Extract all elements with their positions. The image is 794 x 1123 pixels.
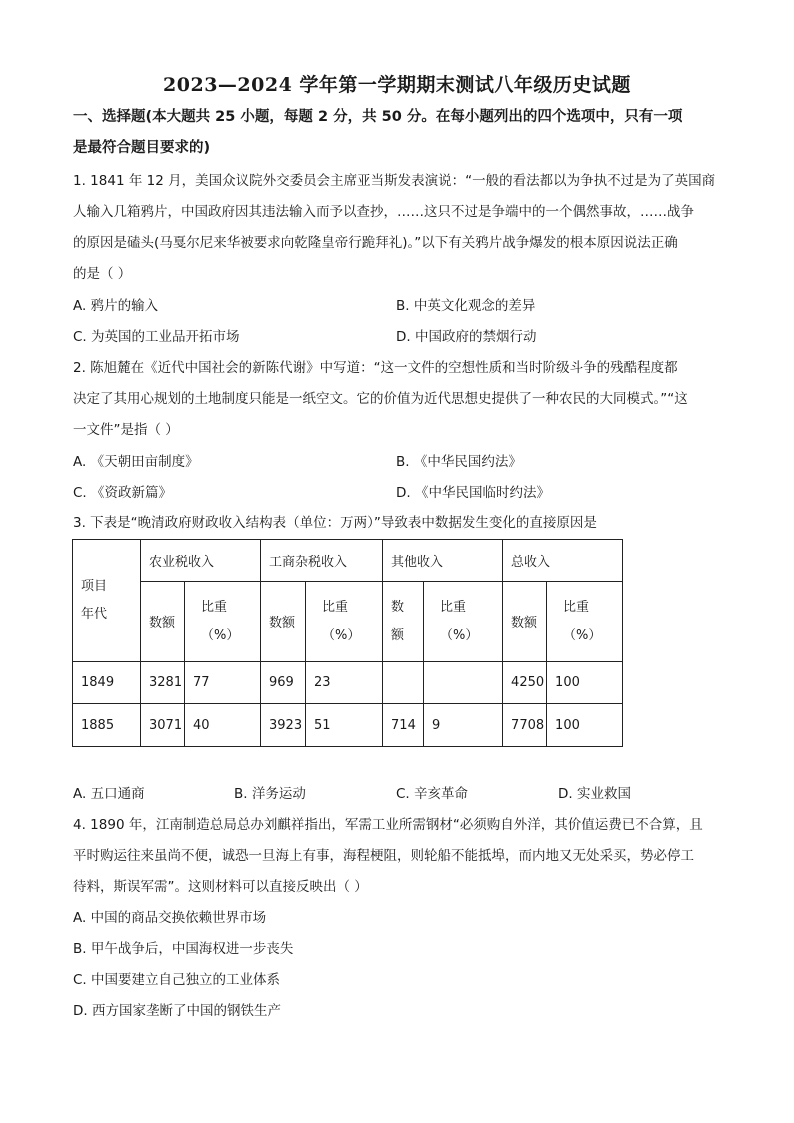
ratio-header — [547, 582, 623, 662]
question-3-option-d: D. 实业救国 — [558, 786, 631, 802]
question-4-option-d: D. 西方国家垄断了中国的钢铁生产 — [73, 1003, 281, 1019]
table-cell: 51 — [306, 704, 383, 747]
ratio-label: 比重 — [201, 599, 228, 615]
question-4-option-a: A. 中国的商品交换依赖世界市场 — [73, 910, 267, 926]
table-cell: 40 — [185, 704, 261, 747]
row-header-bottom: 年代 — [81, 606, 108, 622]
ratio-label: 比重 — [322, 599, 349, 615]
table-row — [73, 704, 623, 747]
table-cell: 77 — [185, 662, 261, 704]
question-2-option-d: D. 《中华民国临时约法》 — [396, 485, 550, 501]
section-heading-line2: 是最符合题目要求的) — [73, 140, 211, 156]
question-1-line: 1. 1841 年 12 月，美国众议院外交委员会主席亚当斯发表演说：“一般的看法都以为争执不过是为了英国商 — [73, 173, 716, 189]
question-1-line: 的是（ ） — [73, 266, 132, 282]
question-2-line: 一文件”是指（ ） — [73, 422, 179, 438]
group-header: 农业税收入 — [141, 540, 261, 582]
question-2-option-a: A. 《天朝田亩制度》 — [73, 454, 199, 470]
finance-table — [72, 539, 623, 747]
table-cell: 100 — [547, 704, 623, 747]
table-cell: 969 — [261, 662, 306, 704]
question-2-line: 决定了其用心规划的土地制度只能是一纸空文。它的价值为近代思想史提供了一种农民的大同模式。”“这 — [73, 391, 688, 407]
ratio-header — [424, 582, 503, 662]
table-cell: 3923 — [261, 704, 306, 747]
group-header: 总收入 — [503, 540, 623, 582]
page-title: 2023—2024 学年第一学期期末测试八年级历史试题 — [163, 74, 631, 96]
question-3-option-a: A. 五口通商 — [73, 786, 145, 802]
question-1-line: 人输入几箱鸦片，中国政府因其违法输入而予以查抄，……这只不过是争端中的一个偶然事故，……战争 — [73, 204, 694, 220]
ratio-unit: （%） — [440, 627, 479, 643]
group-header: 工商杂税收入 — [261, 540, 383, 582]
table-header-row — [73, 540, 623, 582]
group-header: 其他收入 — [383, 540, 503, 582]
question-4-line: 平时购运往来虽尚不便，诚恐一旦海上有事，海程梗阻，则轮船不能抵埠，而内地又无处采买，势必停工 — [73, 848, 694, 864]
amount-header-char: 数 — [391, 599, 405, 615]
question-4-line: 待料，斯误军需”。这则材料可以直接反映出（ ） — [73, 879, 368, 895]
table-cell: 714 — [383, 704, 424, 747]
question-3-line: 3. 下表是“晚清政府财政收入结构表（单位：万两）”导致表中数据发生变化的直接原因是 — [73, 515, 597, 531]
question-4-line: 4. 1890 年，江南制造总局总办刘麒祥指出，军需工业所需钢材“必须购自外洋，其价值运费已不合算，且 — [73, 817, 703, 833]
ratio-label: 比重 — [440, 599, 467, 615]
table-cell — [424, 662, 503, 704]
question-1-option-a: A. 鸦片的输入 — [73, 298, 159, 314]
table-cell: 3071 — [141, 704, 185, 747]
amount-header: 数额 — [141, 582, 185, 662]
amount-header: 数额 — [261, 582, 306, 662]
table-cell: 4250 — [503, 662, 547, 704]
table-cell: 100 — [547, 662, 623, 704]
question-1-option-b: B. 中英文化观念的差异 — [396, 298, 536, 314]
ratio-unit: （%） — [563, 627, 602, 643]
question-1-option-c: C. 为英国的工业品开拓市场 — [73, 329, 240, 345]
table-cell: 7708 — [503, 704, 547, 747]
question-2-line: 2. 陈旭麓在《近代中国社会的新陈代谢》中写道：“这一文件的空想性质和当时阶级斗争的残酷程度都 — [73, 360, 678, 376]
table-cell: 23 — [306, 662, 383, 704]
amount-header-split — [383, 582, 424, 662]
table-row — [73, 662, 623, 704]
ratio-header — [185, 582, 261, 662]
question-2-option-c: C. 《资政新篇》 — [73, 485, 173, 501]
table-cell: 1849 — [73, 662, 141, 704]
question-4-option-b: B. 甲午战争后，中国海权进一步丧失 — [73, 941, 294, 957]
table-cell: 1885 — [73, 704, 141, 747]
ratio-label: 比重 — [563, 599, 590, 615]
table-subheader-row — [73, 582, 623, 662]
question-2-option-b: B. 《中华民国约法》 — [396, 454, 522, 470]
amount-header: 数额 — [503, 582, 547, 662]
row-header-cell — [73, 540, 141, 662]
question-1-option-d: D. 中国政府的禁烟行动 — [396, 329, 537, 345]
ratio-header — [306, 582, 383, 662]
question-1-line: 的原因是磕头(马戛尔尼来华被要求向乾隆皇帝行跪拜礼)。”以下有关鸦片战争爆发的根本原因说法正确 — [73, 235, 678, 251]
table-cell — [383, 662, 424, 704]
table-cell: 9 — [424, 704, 503, 747]
ratio-unit: （%） — [201, 627, 240, 643]
question-4-option-c: C. 中国要建立自己独立的工业体系 — [73, 972, 281, 988]
row-header-top: 项目 — [81, 578, 108, 594]
question-3-option-b: B. 洋务运动 — [234, 786, 306, 802]
ratio-unit: （%） — [322, 627, 361, 643]
section-heading-line1: 一、选择题(本大题共 25 小题，每题 2 分，共 50 分。在每小题列出的四个选项中，只有一项 — [73, 109, 683, 125]
question-3-option-c: C. 辛亥革命 — [396, 786, 469, 802]
amount-header-char: 额 — [391, 627, 405, 643]
table-cell: 3281 — [141, 662, 185, 704]
